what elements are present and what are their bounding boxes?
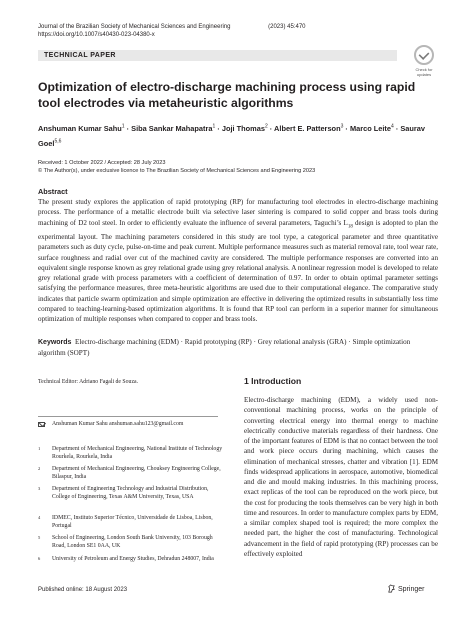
- article-type-bar: [38, 50, 397, 61]
- keywords-text: Electro-discharge machining (EDM) · Rapid prototyping (RP) · Grey relational analysis (GRA) · Simple optimization algorithm (SOPT): [38, 338, 411, 358]
- affiliation: 1 Department of Mechanical Engineering, National Institute of Technology Rourkela, Rourkela, India: [38, 446, 223, 460]
- journal-header: [38, 23, 306, 39]
- author[interactable]: Saurav Goel$^{5,6}$: [38, 124, 426, 148]
- keywords-label: Keywords: [38, 339, 72, 346]
- affiliation: 6 University of Petroleum and Energy Studies, Dehradun 248007, India: [38, 556, 214, 562]
- affiliation: 3 Department of Engineering Technology and Industrial Distribution, College of Engineering, Texas A&M University, Texas, USA: [38, 486, 209, 500]
- check-for-updates-badge[interactable]: [411, 45, 437, 77]
- journal-name: Journal of the Brazilian Society of Mechanical Sciences and Engineering: [38, 24, 231, 30]
- publisher-logo: [387, 584, 424, 593]
- journal-citation: (2023) 45:470: [268, 24, 306, 30]
- author[interactable]: Anshuman Kumar Sahu$^1$: [38, 124, 125, 134]
- published-date: Published online: 18 August 2023: [38, 587, 128, 593]
- introduction-text: Electro-discharge machining (EDM), a widely used non-conventional machining process, works on the principle of converting electrical energy into thermal energy to machine electrically conductive materials regardless of their hardness. One of the important features of EDM is that no contact between the tool and work piece occurs during machining, which causes the elimination of mechanical stresses, chatter and vibration [1]. EDM finds widespread applications in aerospace, automotive, biomedical and die and mould making industries. In this machining process, exact replicas of the tool can be reproduced on the work piece, but the cost for producing the tools themselves can be very high in both time and resources. In order to manufacture complex parts by EDM, a similar complex shaped tool is required; the more complex the needed part, the higher the cost of manufacturing. Technological advancement in the field of rapid prototyping (RP) processes can be effectively exploited: [244, 396, 438, 558]
- keywords: [38, 337, 438, 359]
- article-dates: [38, 159, 315, 175]
- author[interactable]: Siba Sankar Mahapatra$^1$: [131, 124, 216, 134]
- affiliation: 2 Department of Mechanical Engineering, Chouksey Engineering College, Bilaspur, India: [38, 466, 221, 480]
- author[interactable]: Albert E. Patterson$^3$: [274, 124, 344, 134]
- doi-link[interactable]: https://doi.org/10.1007/s40430-023-04380-x: [38, 32, 155, 38]
- publisher-name: Springer: [398, 586, 425, 593]
- author[interactable]: Marco Leite$^4$: [349, 124, 394, 134]
- affiliation: 5 School of Engineering, London South Bank University, 103 Borough Road, London SE1 0AA, UK: [38, 535, 213, 549]
- technical-editor: Technical Editor: Adriano Fagali de Souza.: [38, 379, 139, 385]
- abstract-heading: Abstract: [38, 187, 68, 196]
- author[interactable]: Joji Thomas$^2$: [221, 124, 268, 134]
- affiliation-text: Anshuman Kumar Sahu anshuman.sahu123@gmail.com: [52, 421, 184, 427]
- received-accepted: Received: 1 October 2022 / Accepted: 28 July 2023: [38, 160, 166, 166]
- affiliation: 4 IDMEC, Instituto Superior Técnico, Universidade de Lisboa, Lisbon, Portugal: [38, 515, 213, 529]
- article-type: TECHNICAL PAPER: [44, 52, 116, 59]
- envelope-icon: [38, 422, 45, 427]
- corresponding-author[interactable]: [38, 421, 223, 429]
- abstract-text: The present study explores the application of rapid prototyping (RP) for manufacturing tool electrodes in electro-discharge machining process. The performance of a metallic electrode built via selective laser sintering is compared to solid copper and brass tools during machining of D2 tool steel. In order to efficiently evaluate the influence of several parameters, Taguchi’s $L_{18}$ design is adopted to plan the experimental layout. The machining parameters considered in this study are tool type, a categorical parameter and three quantitative parameters such as duty cycle, pulse-on-time and peak current. Multiple performance measures such as material removal rate, tool wear rate, surface roughness and radial over cut of the machined cavity are considered. The multiple performance responses are converted into an equivalent single response known as grey relational grade using grey relational analysis. A nonlinear regression model is developed to relate grey relational grade with process parameters with a coefficient of determination of 0.97. In order to obtain optimal parameter settings satisfying the performance measures, three meta-heuristic algorithms are used due to their computational elegance. The comparative study indicates that particle swarm optimization and simple optimization are effective in delivering the optimized results in substantially less time compared to teaching-learning-based optimization algorithms. It is found that RP tool can perform in a superior manner for simultaneous optimization of multiple responses when compared to copper and brass tools.: [38, 198, 438, 324]
- checkmark-icon: [414, 45, 434, 65]
- copyright-line: © The Author(s), under exclusive licence to The Brazilian Society of Mechanical Sciences and Engineering 2023: [38, 168, 316, 174]
- paper-title: Optimization of electro-discharge machining process using rapid tool electrodes via metaheuristic algorithms: [38, 80, 416, 110]
- author-list: Anshuman Kumar Sahu$^1$ · Siba Sankar Mahapatra$^1$ · Joji Thomas$^2$ · Albert E. Patterson$^3$ · Marco Leite$^4$ · Saurav Goel$^{5,6}$: [38, 124, 426, 148]
- divider: [38, 416, 218, 417]
- check-updates-label: Check for updates: [415, 67, 433, 77]
- springer-horse-icon: [387, 584, 396, 593]
- section-heading: 1 Introduction: [244, 376, 302, 386]
